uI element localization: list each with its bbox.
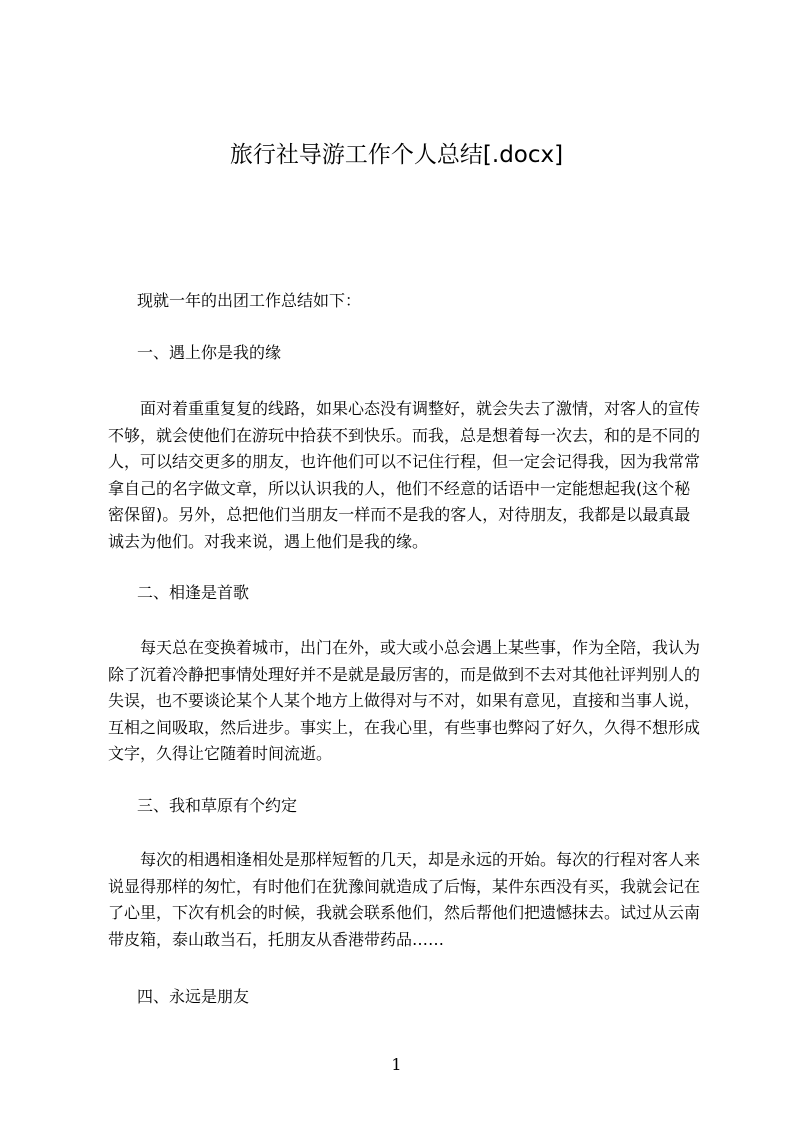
paragraph-line: 密保留)。另外，总把他们当朋友一样而不是我的客人，对待朋友，我都是以最真最 (108, 505, 691, 525)
section-paragraph-1 (108, 396, 700, 556)
section-heading-2: 二、相逢是首歌 (137, 583, 250, 602)
paragraph-line: 人，可以结交更多的朋友，也许他们可以不记住行程，但一定会记得我，因为我常常 (108, 452, 700, 472)
paragraph-line: 每天总在变换着城市，出门在外，或大或小总会遇上某些事，作为全陪，我认为 (140, 638, 700, 657)
intro-line: 现就一年的出团工作总结如下： (137, 291, 362, 310)
paragraph-line: 每次的相遇相逢相处是那样短暂的几天，却是永远的开始。每次的行程对客人来 (140, 850, 700, 869)
paragraph-line: 拿自己的名字做文章，所以认识我的人，他们不经意的话语中一定能想起我(这个秘 (108, 478, 691, 498)
section-heading-1: 一、遇上你是我的缘 (137, 343, 282, 362)
document-title: 旅行社导游工作个人总结[.docx] (229, 142, 564, 168)
paragraph-line: 文字，久得让它随着时间流逝。 (108, 744, 333, 764)
section-heading-4: 四、永远是朋友 (137, 987, 250, 1006)
paragraph-line: 不够，就会使他们在游玩中拾获不到快乐。而我，总是想着每一次去，和的是不同的 (108, 425, 700, 445)
paragraph-line: 失误，也不要谈论某个人某个地方上做得对与不对，如果有意见，直接和当事人说， (108, 691, 700, 711)
paragraph-line: 除了沉着冷静把事情处理好并不是就是最厉害的，而是做到不去对其他社评判别人的 (108, 664, 700, 684)
paragraph-line: 了心里，下次有机会的时候，我就会联系他们，然后帮他们把遗憾抹去。试过从云南 (108, 903, 700, 923)
page-number: 1 (391, 1055, 402, 1074)
paragraph-line: 面对着重重复复的线路，如果心态没有调整好，就会失去了激情，对客人的宣传 (140, 399, 700, 418)
section-paragraph-3 (108, 847, 700, 953)
section-paragraph-2 (108, 635, 700, 768)
paragraph-line: 诚去为他们。对我来说，遇上他们是我的缘。 (108, 531, 429, 551)
paragraph-line: 互相之间吸取，然后进步。事实上，在我心里，有些事也弊闷了好久，久得不想形成 (108, 717, 700, 737)
paragraph-line: 说显得那样的匆忙，有时他们在犹豫间就造成了后悔，某件东西没有买，我就会记在 (108, 876, 700, 896)
section-heading-3: 三、我和草原有个约定 (137, 796, 298, 815)
paragraph-line: 带皮箱，泰山敢当石，托朋友从香港带药品…… (108, 929, 445, 949)
